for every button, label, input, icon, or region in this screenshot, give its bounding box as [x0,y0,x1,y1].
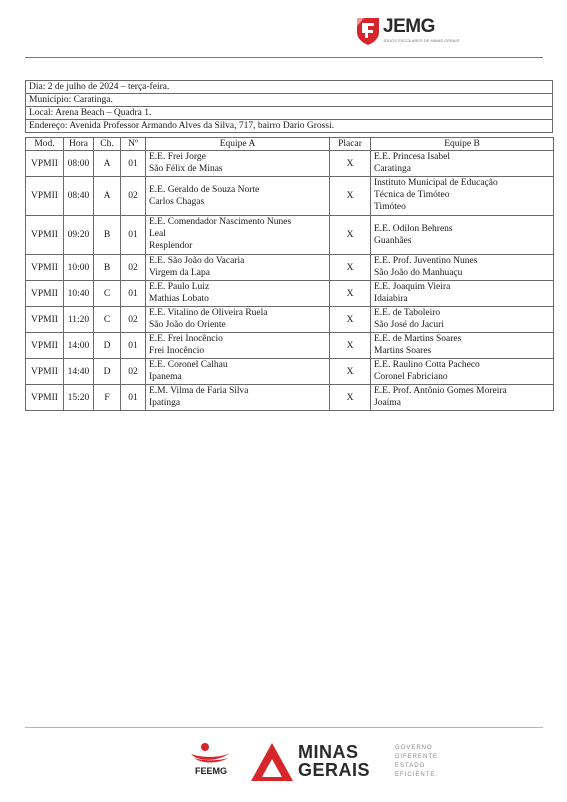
cell-team-a [146,385,330,411]
cell-mod: VPMII [26,359,64,385]
cell-num: 01 [121,151,146,177]
brand-title: JEMG [383,16,435,37]
team-b-school: E.E. Prof. Antônio Gomes Moreira [374,386,507,396]
cell-team-b [371,385,554,411]
cell-team-a [146,151,330,177]
cell-ch: C [94,281,121,307]
cell-num: 02 [121,177,146,216]
cell-hora: 15:20 [64,385,94,411]
team-b-school: Instituto Municipal de Educação [374,178,498,188]
cell-mod: VPMII [26,151,64,177]
cell-hora: 08:40 [64,177,94,216]
header-hora: Hora [64,138,94,151]
team-a-school: E.E. São João do Vacaria [149,256,245,266]
gerais-word: GERAIS [298,760,371,780]
team-a-school-cont: Leal [149,229,166,239]
event-info-table [25,80,553,133]
minas-word: MINAS [298,742,359,762]
team-b-school: E.E. Princesa Isabel [374,152,450,162]
event-city: Município: Caratinga. [26,94,553,107]
team-a-school: E.E. Frei Jorge [149,152,206,162]
cell-team-a [146,177,330,216]
table-row [26,359,554,385]
table-header-row [26,138,554,151]
cell-team-b [371,307,554,333]
team-b-city: Idaiabira [374,294,408,304]
footer-divider [25,727,543,728]
cell-hora: 09:20 [64,216,94,255]
cell-num: 01 [121,385,146,411]
cell-placar: X [330,385,371,411]
team-a-city: Virgem da Lapa [149,268,210,278]
jemg-logo [355,14,460,48]
team-b-city: São José do Jacuri [374,320,444,330]
header-ch: Ch. [94,138,121,151]
team-a-school: E.E. Vitalino de Oliveira Ruela [149,308,268,318]
cell-hora: 10:40 [64,281,94,307]
jemg-shield-icon [355,16,381,46]
team-a-school: E.E. Comendador Nascimento Nunes [149,217,292,227]
cell-team-a [146,307,330,333]
team-a-city: São João do Oriente [149,320,226,330]
cell-num: 01 [121,333,146,359]
cell-ch: F [94,385,121,411]
header-num: Nº [121,138,146,151]
team-b-school: E.E. Joaquim Vieira [374,282,451,292]
cell-hora: 14:40 [64,359,94,385]
match-schedule-table [25,137,554,411]
team-a-school: E.E. Paulo Luiz [149,282,210,292]
cell-mod: VPMII [26,333,64,359]
event-venue: Local: Arena Beach – Quadra 1. [26,107,553,120]
event-address: Endereço: Avenida Professor Armando Alves da Silva, 717, bairro Dario Grossi. [26,120,553,133]
cell-team-b [371,281,554,307]
cell-mod: VPMII [26,385,64,411]
cell-mod: VPMII [26,216,64,255]
team-b-city: Caratinga [374,164,411,174]
cell-num: 01 [121,216,146,255]
cell-team-a [146,281,330,307]
cell-placar: X [330,177,371,216]
team-b-city: Coronel Fabriciano [374,372,448,382]
team-a-city: Ipatinga [149,398,181,408]
team-a-school: E.E. Frei Inocêncio [149,334,223,344]
cell-ch: B [94,255,121,281]
team-b-school: E.E. Raulino Cotta Pacheco [374,360,480,370]
cell-hora: 11:20 [64,307,94,333]
cell-team-b [371,177,554,216]
team-b-school: E.E. Prof. Juventino Nunes [374,256,478,266]
cell-num: 02 [121,307,146,333]
cell-placar: X [330,333,371,359]
cell-team-b [371,151,554,177]
cell-placar: X [330,281,371,307]
cell-team-a [146,216,330,255]
header-team-a: Equipe A [146,138,330,151]
team-b-city: Timóteo [374,202,406,212]
header-divider [25,57,543,58]
table-row [26,307,554,333]
team-a-city: Mathias Lobato [149,294,209,304]
cell-num: 01 [121,281,146,307]
team-a-city: São Félix de Minas [149,164,223,174]
cell-team-b [371,333,554,359]
cell-placar: X [330,151,371,177]
table-row [26,255,554,281]
team-b-school: E.E. Odilon Behrens [374,224,453,234]
cell-mod: VPMII [26,281,64,307]
cell-team-b [371,359,554,385]
header-team-b: Equipe B [371,138,554,151]
cell-team-a [146,255,330,281]
team-a-city: Frei Inocêncio [149,346,205,356]
table-row [26,151,554,177]
table-row [26,177,554,216]
brand-subtitle: JOGOS ESCOLARES DE MINAS GERAIS [383,38,460,43]
header-placar: Placar [330,138,371,151]
cell-hora: 10:00 [64,255,94,281]
cell-placar: X [330,216,371,255]
cell-team-b [371,216,554,255]
cell-num: 02 [121,359,146,385]
table-row [26,333,554,359]
table-row [26,281,554,307]
team-b-school: E.E. de Taboleiro [374,308,441,318]
cell-mod: VPMII [26,177,64,216]
cell-ch: A [94,177,121,216]
cell-mod: VPMII [26,255,64,281]
table-row [26,216,554,255]
cell-mod: VPMII [26,307,64,333]
table-row [26,385,554,411]
team-b-school: E.E. de Martins Soares [374,334,462,344]
feemg-swoosh-icon [188,742,234,766]
event-date: Dia: 2 de julho de 2024 – terça-feira. [26,81,553,94]
cell-placar: X [330,359,371,385]
team-a-school: E.E. Coronel Calhau [149,360,228,370]
team-b-city: Guanhães [374,236,412,246]
team-b-city: Joaíma [374,398,401,408]
team-b-school-cont: Técnica de Timóteo [374,190,450,200]
tagline-2: DIFERENTE. [395,754,441,760]
tagline-1: GOVERNO [395,745,433,751]
header-mod: Mod. [26,138,64,151]
team-a-city: Resplendor [149,241,193,251]
cell-ch: D [94,359,121,385]
minas-gerais-logo [250,742,450,782]
cell-team-a [146,359,330,385]
team-a-city: Carlos Chagas [149,197,205,207]
team-b-city: São João do Manhuaçu [374,268,463,278]
cell-ch: A [94,151,121,177]
cell-ch: B [94,216,121,255]
tagline-4: EFICIENTE. [395,772,439,778]
cell-team-b [371,255,554,281]
feemg-logo [188,742,234,782]
cell-team-a [146,333,330,359]
cell-placar: X [330,307,371,333]
cell-hora: 14:00 [64,333,94,359]
cell-ch: C [94,307,121,333]
cell-num: 02 [121,255,146,281]
team-b-city: Martins Soares [374,346,432,356]
feemg-label: FEEMG [194,766,227,776]
team-a-city: Ipanema [149,372,182,382]
team-a-school: E.M. Vilma de Faria Silva [149,386,249,396]
minas-gerais-triangle-icon [250,742,294,782]
team-a-school: E.E. Geraldo de Souza Norte [149,185,260,195]
tagline-3: ESTADO [395,763,426,769]
cell-ch: D [94,333,121,359]
cell-hora: 08:00 [64,151,94,177]
cell-placar: X [330,255,371,281]
